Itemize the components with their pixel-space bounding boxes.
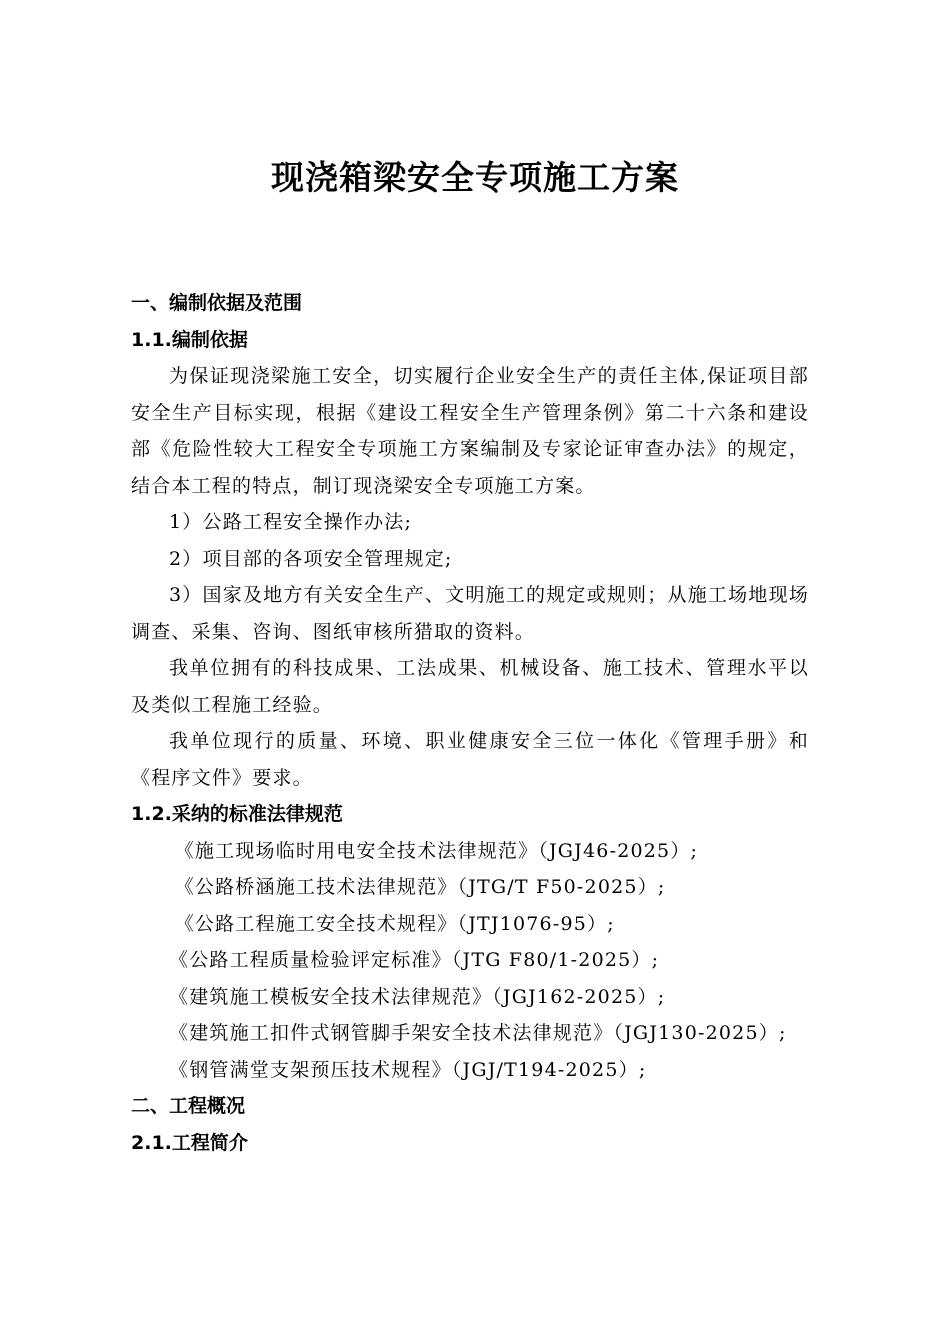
paragraph-basis-intro: 为保证现浇梁施工安全，切实履行企业安全生产的责任主体,保证项目部安全生产目标实现，根据《建设工程安全生产管理条例》第二十六条和建设部《危险性较大工程安全专项施工方案编制及专家论证审查办法》的规定，结合本工程的特点，制订现浇梁安全专项施工方案。	[131, 365, 809, 497]
subsection-heading-1-2: 1.2.采纳的标准法律规范	[131, 803, 343, 825]
section-heading-2: 二、工程概况	[131, 1095, 246, 1117]
document-title: 现浇箱梁安全专项施工方案	[271, 158, 679, 197]
paragraph-management-system: 我单位现行的质量、环境、职业健康安全三位一体化《管理手册》和《程序文件》要求。	[131, 730, 809, 789]
basis-item-3: 3）国家及地方有关安全生产、文明施工的规定或规则；从施工场地现场调查、采集、咨询、图纸审核所猎取的资料。	[131, 584, 809, 643]
paragraph-company-achievements: 我单位拥有的科技成果、工法成果、机械设备、施工技术、管理水平以及类似工程施工经验。	[131, 657, 809, 716]
basis-item-1: 1）公路工程安全操作办法;	[169, 511, 413, 533]
standard-item-2: 《公路桥涵施工技术法律规范》（JTG/T F50-2025）;	[174, 876, 666, 898]
basis-item-2: 2）项目部的各项安全管理规定;	[169, 547, 453, 570]
standard-item-4: 《公路工程质量检验评定标准》（JTG F80/1-2025）;	[169, 949, 660, 971]
standard-item-1: 《施工现场临时用电安全技术法律规范》（JGJ46-2025）;	[174, 839, 699, 862]
subsection-heading-2-1: 2.1.工程简介	[131, 1131, 248, 1154]
standard-item-5: 《建筑施工模板安全技术法律规范》（JGJ162-2025）;	[169, 985, 666, 1008]
standard-item-3: 《公路工程施工安全技术规程》（JTJ1076-95）;	[174, 912, 615, 935]
subsection-heading-1-1: 1.1.编制依据	[131, 328, 248, 351]
section-heading-1: 一、编制依据及范围	[131, 292, 303, 314]
standard-item-7: 《钢管满堂支架预压技术规程》（JGJ/T194-2025）;	[169, 1058, 647, 1081]
document-body	[131, 285, 809, 1161]
standard-item-6: 《建筑施工扣件式钢管脚手架安全技术法律规范》（JGJ130-2025）;	[169, 1022, 787, 1044]
